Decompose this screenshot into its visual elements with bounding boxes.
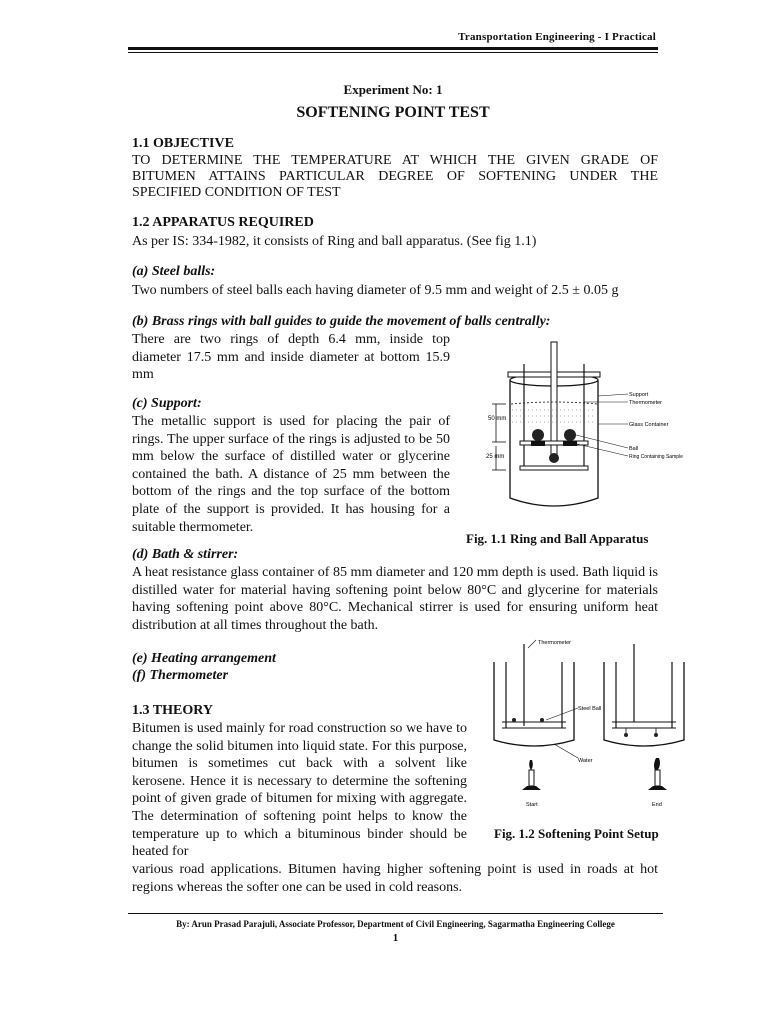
ball-label: Ball [629,446,639,452]
support-text: The metallic support is used for placing the pair of rings. The upper surface of the rings is adjusted to be 50 mm below the surface of distilled water or glycerine contained the bath. A distance of 25 mm between the bottom of the rings and the top surface of the bottom plate of the support is provided. It has housing for a suitable thermometer. [132,414,450,535]
brass-rings-text: There are two rings of depth 6.4 mm, inside top diameter 17.5 mm and inside diameter at bottom 15.9 mm [132,332,450,383]
steel-balls-text: Two numbers of steel balls each having diameter of 9.5 mm and weight of 2.5 ± 0.05 g [132,283,619,298]
figure-1-2-caption: Fig. 1.2 Softening Point Setup [494,826,659,841]
water-label: Water [578,758,593,764]
footer-rule [128,913,663,914]
glass-container-label: Glass Container [629,422,669,428]
start-label: Start [526,802,538,808]
figure-1-1-caption: Fig. 1.1 Ring and Ball Apparatus [466,531,649,546]
steel-balls-heading: (a) Steel balls: [132,264,216,279]
experiment-title: SOFTENING POINT TEST [296,104,490,121]
objective-heading: 1.1 OBJECTIVE [132,136,234,151]
page-number: 1 [392,932,399,944]
brass-rings-heading: (b) Brass rings with ball guides to guide the movement of balls centrally: [132,314,551,329]
theory-heading: 1.3 THEORY [132,703,213,718]
experiment-number: Experiment No: 1 [343,82,443,97]
objective-line-2: BITUMEN ATTAINS PARTICULAR DEGREE OF SOFTENING UNDER THE [132,169,658,184]
heating-heading: (e) Heating arrangement [132,651,276,666]
objective-line-1: TO DETERMINE THE TEMPERATURE AT WHICH THE GIVEN GRADE OF [132,153,658,168]
header-rule-thin [128,52,658,53]
softening-point-setup-figure [484,636,694,816]
bath-heading: (d) Bath & stirrer: [132,547,239,562]
dimension-25mm-label: 25 mm [486,454,505,460]
objective-text [132,153,658,201]
theory-text-narrow: Bitumen is used mainly for road construction so we have to change the solid bitumen into liquid state. For this purpose, bitumen is sometimes cut back with a solvent like kerosene. Hence it is necessary to determine the softening point of given grade of bitumen for mixing with aggregate. The determination of softening point helps to know the temperature up to which a bituminous binder should be heated for [132,721,467,860]
dimension-50mm-label: 50 mm [488,416,507,422]
ring-containing-sample-label: Ring Containing Sample [629,454,683,460]
apparatus-text: As per IS: 334-1982, it consists of Ring and ball apparatus. (See fig 1.1) [132,234,537,249]
running-head: Transportation Engineering - I Practical [458,31,656,43]
apparatus-heading: 1.2 APPARATUS REQUIRED [132,215,314,230]
support-heading: (c) Support: [132,396,202,411]
end-label: End [652,802,662,808]
support-label: Support [629,392,649,398]
theory-text-full: various road applications. Bitumen having higher softening point is used in roads at hot regions whereas the softer one can be used in cold reasons. [132,862,658,895]
bath-text: A heat resistance glass container of 85 mm diameter and 120 mm depth is used. Bath liquid is distilled water for material having softening point below 80°C and glycerine for materials having softening point above 80°C. Mechanical stirrer is used for ensuring uniform heat distribution at all times throughout the bath. [132,565,658,633]
footer-credit: By: Arun Prasad Parajuli, Associate Professor, Department of Civil Engineering, Sagarmatha Engineering College [176,919,615,929]
ring-and-ball-apparatus-figure [476,338,683,518]
thermometer-label: Thermometer [629,400,663,406]
header-rule-thick [128,47,658,50]
thermometer-heading: (f) Thermometer [132,668,229,683]
fig2-thermometer-label: Thermometer [538,640,572,646]
objective-line-3: SPECIFIED CONDITION OF TEST [132,185,341,200]
steel-ball-label: Steel Ball [578,706,602,712]
